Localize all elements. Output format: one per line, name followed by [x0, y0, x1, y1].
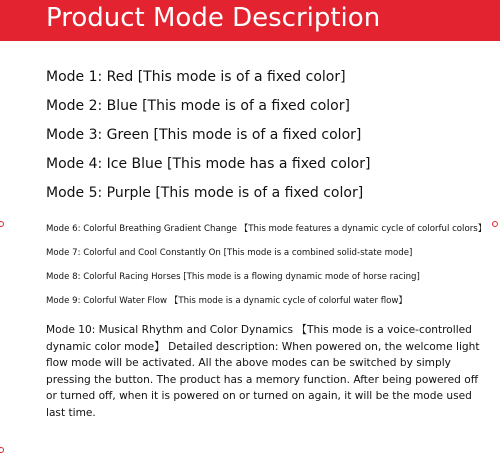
mode-4-text: Mode 4: Ice Blue [This mode has a fixed color]: [46, 156, 371, 172]
mode-2-text: Mode 2: Blue [This mode is of a fixed color]: [46, 98, 350, 114]
page-title: Product Mode Description: [46, 3, 381, 33]
mode-5-text: Mode 5: Purple [This mode is of a fixed color]: [46, 185, 364, 201]
right-edge-dot: [492, 221, 498, 227]
mode-9-text: Mode 9: Colorful Water Flow 【This mode is a dynamic cycle of colorful water flow】: [46, 296, 408, 306]
header-banner: [0, 0, 500, 41]
mode-list: [46, 66, 496, 421]
mode-1-text: Mode 1: Red [This mode is of a fixed color]: [46, 69, 346, 85]
mode-7-text: Mode 7: Colorful and Cool Constantly On [This mode is a combined solid-state mode]: [46, 248, 413, 258]
bottom-left-edge-dot: [0, 447, 4, 453]
mode-10-description: Mode 10: Musical Rhythm and Color Dynamics 【This mode is a voice-controlled dynamic color mode】 Detailed description: When powered on, the welcome light flow mode will be activated. All the above modes can be switched by simply pressing the button. The product has a memory function. After being powered off or turned off, when it is powered on or turned on again, it will be the mode used last time.: [46, 324, 480, 419]
left-edge-dot: [0, 221, 4, 227]
mode-8-text: Mode 8: Colorful Racing Horses [This mode is a flowing dynamic mode of horse racing]: [46, 272, 420, 282]
mode-3-text: Mode 3: Green [This mode is of a fixed color]: [46, 127, 362, 143]
mode-6-text: Mode 6: Colorful Breathing Gradient Change 【This mode features a dynamic cycle of colorful colors】: [46, 224, 487, 234]
